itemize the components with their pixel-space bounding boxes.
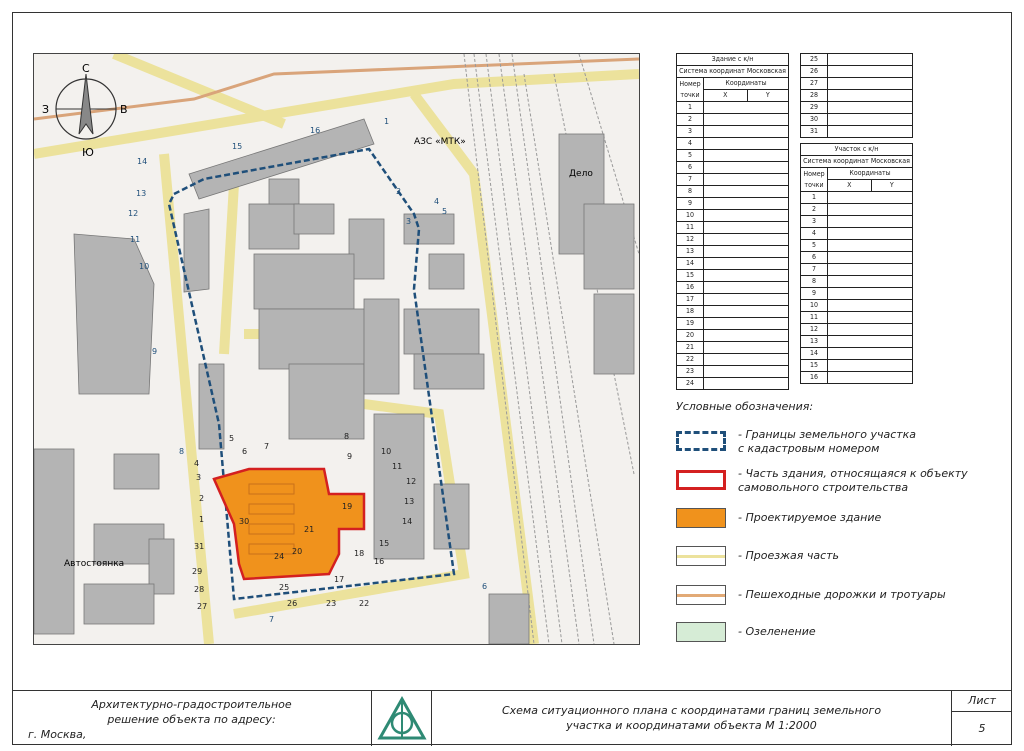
compass-west: З (42, 103, 50, 116)
legend-item-boundary (676, 428, 1006, 458)
coordinate-cell (704, 258, 789, 270)
coordinate-cell (828, 276, 913, 288)
coordinate-cell (704, 354, 789, 366)
point-number: 3 (801, 216, 828, 228)
coordinate-cell (828, 90, 913, 102)
table-row (677, 150, 789, 162)
logo-cell (372, 691, 432, 746)
col-coords: Координаты (704, 78, 789, 90)
plot-coords-table (800, 143, 913, 384)
building-point-label: 30 (239, 517, 250, 526)
coordinate-cell (704, 306, 789, 318)
parcel-point-label: 8 (179, 447, 185, 456)
legend-text: самовольного строительства (738, 481, 909, 494)
building-point-label: 25 (279, 583, 290, 592)
parcel-point-label: 12 (128, 209, 139, 218)
building-point-label: 31 (194, 542, 205, 551)
coordinate-cell (828, 360, 913, 372)
coordinate-cell (828, 192, 913, 204)
coordinate-cell (704, 270, 789, 282)
building-point-label: 17 (334, 575, 345, 584)
point-number: 28 (801, 90, 828, 102)
legend-title: Условные обозначения: (676, 400, 814, 413)
table-row (677, 126, 789, 138)
point-number: 13 (677, 246, 704, 258)
building-point-label: 20 (292, 547, 303, 556)
coordinate-cell (704, 198, 789, 210)
building-point-label: 7 (264, 442, 270, 451)
table-row (801, 102, 913, 114)
drawing-title (432, 691, 952, 746)
legend-item-projected (676, 508, 1006, 538)
point-number: 6 (677, 162, 704, 174)
coordinate-cell (704, 234, 789, 246)
point-number: 8 (677, 186, 704, 198)
building-point-label: 5 (229, 434, 235, 443)
point-number: 15 (677, 270, 704, 282)
point-number: 1 (677, 102, 704, 114)
building-point-label: 10 (381, 447, 392, 456)
address-line: решение объекта по адресу: (107, 713, 276, 726)
coordinate-cell (828, 324, 913, 336)
point-number: 8 (801, 276, 828, 288)
building-point-label: 29 (192, 567, 203, 576)
building-point-label: 16 (374, 557, 385, 566)
point-number: 4 (677, 138, 704, 150)
coordinate-cell (828, 348, 913, 360)
legend-text: - Проектируемое здание (738, 511, 882, 524)
point-number: 14 (677, 258, 704, 270)
boundary-swatch (676, 431, 726, 451)
table-row (677, 342, 789, 354)
table-row (801, 312, 913, 324)
address-block (12, 691, 372, 746)
coordinate-cell (704, 246, 789, 258)
table-row (801, 126, 913, 138)
point-number: 22 (677, 354, 704, 366)
gas-station-label: АЗС «МТК» (414, 137, 466, 147)
table-row (677, 354, 789, 366)
projected-swatch (676, 508, 726, 528)
coordinate-cell (828, 54, 913, 66)
legend-item-path (676, 585, 1006, 615)
coordinate-cell (704, 330, 789, 342)
road-swatch (676, 546, 726, 566)
point-number: 13 (801, 336, 828, 348)
col-x: X (828, 180, 872, 192)
point-number: 7 (801, 264, 828, 276)
parcel-point-label: 6 (482, 582, 488, 591)
legend-text: - Границы земельного участка (738, 428, 917, 441)
point-number: 25 (801, 54, 828, 66)
table-row (801, 228, 913, 240)
drawing-title-line: Схема ситуационного плана с координатами границ земельного (501, 704, 882, 717)
path-swatch (676, 585, 726, 605)
building-point-label: 27 (197, 602, 208, 611)
coordinate-cell (704, 210, 789, 222)
col-coords: Координаты (828, 168, 913, 180)
col-y: Y (747, 90, 788, 102)
sheet-number: 5 (978, 722, 986, 735)
parcel-point-label: 16 (310, 126, 321, 135)
point-number: 11 (801, 312, 828, 324)
map-canvas (34, 54, 639, 644)
point-number: 16 (801, 372, 828, 384)
compass-east: В (120, 103, 128, 116)
parking-label: Автостоянка (64, 559, 125, 569)
point-number: 6 (801, 252, 828, 264)
coordinate-cell (704, 342, 789, 354)
coordinate-cell (828, 252, 913, 264)
green-swatch (676, 622, 726, 642)
coordinate-cell (704, 378, 789, 390)
compass-rose (56, 74, 116, 139)
point-number: 2 (801, 204, 828, 216)
table-row (677, 246, 789, 258)
coordinate-cell (828, 66, 913, 78)
table-row (801, 240, 913, 252)
table-row (677, 258, 789, 270)
building-point-label: 11 (392, 462, 403, 471)
table-row (801, 324, 913, 336)
col-point: Номер точки (677, 78, 704, 102)
legend-text: - Пешеходные дорожки и тротуары (738, 588, 946, 601)
building-point-label: 2 (199, 494, 205, 503)
situation-map (33, 53, 640, 645)
table-system: Система координат Московская (677, 66, 789, 78)
table-row (801, 360, 913, 372)
building-point-label: 8 (344, 432, 350, 441)
parcel-point-label: 3 (406, 217, 412, 226)
building-point-label: 13 (404, 497, 415, 506)
coordinate-cell (704, 366, 789, 378)
building-point-label: 21 (304, 525, 315, 534)
coordinate-cell (828, 240, 913, 252)
point-number: 1 (801, 192, 828, 204)
table-row (677, 114, 789, 126)
parcel-point-label: 4 (434, 197, 440, 206)
table-row (801, 114, 913, 126)
table-row (677, 306, 789, 318)
delo-label: Дело (569, 169, 593, 179)
building-point-label: 4 (194, 459, 200, 468)
point-number: 4 (801, 228, 828, 240)
coordinate-cell (828, 300, 913, 312)
table-row (677, 270, 789, 282)
point-number: 7 (677, 174, 704, 186)
building-coords-table-cont (800, 53, 913, 138)
coordinate-cell (828, 102, 913, 114)
drawing-title-line: участка и координатами объекта М 1:2000 (566, 719, 817, 732)
coordinate-cell (828, 126, 913, 138)
table-row (677, 330, 789, 342)
coordinate-cell (828, 216, 913, 228)
point-number: 19 (677, 318, 704, 330)
sheet-cell (952, 691, 1012, 746)
table-row (677, 198, 789, 210)
table-row (677, 210, 789, 222)
table-row (677, 162, 789, 174)
table-row (801, 252, 913, 264)
address-line: Архитектурно-градостроительное (91, 698, 292, 711)
coordinate-cell (828, 204, 913, 216)
point-number: 17 (677, 294, 704, 306)
building-point-label: 23 (326, 599, 337, 608)
building-point-label: 28 (194, 585, 205, 594)
point-number: 24 (677, 378, 704, 390)
address-line: г. Москва, (28, 728, 87, 741)
table-row (677, 186, 789, 198)
building-point-label: 12 (406, 477, 417, 486)
coordinate-cell (704, 174, 789, 186)
point-number: 12 (801, 324, 828, 336)
parcel-point-label: 14 (137, 157, 148, 166)
point-number: 9 (801, 288, 828, 300)
col-y: Y (871, 180, 912, 192)
coordinate-cell (828, 336, 913, 348)
legend-text: - Проезжая часть (738, 549, 840, 562)
table-row (677, 366, 789, 378)
table-title: Здание с к/н (677, 54, 789, 66)
parcel-point-label: 13 (136, 189, 147, 198)
title-block (12, 690, 1012, 746)
parcel-point-label: 15 (232, 142, 243, 151)
table-row (801, 216, 913, 228)
legend-item-road (676, 546, 1006, 576)
coordinate-cell (828, 372, 913, 384)
parcel-point-label: 10 (139, 262, 150, 271)
legend-text: - Озеленение (738, 625, 816, 638)
point-number: 31 (801, 126, 828, 138)
building-point-label: 1 (199, 515, 205, 524)
point-number: 30 (801, 114, 828, 126)
point-number: 29 (801, 102, 828, 114)
point-number: 5 (801, 240, 828, 252)
point-number: 26 (801, 66, 828, 78)
coordinate-cell (704, 138, 789, 150)
table-row (677, 234, 789, 246)
point-number: 10 (801, 300, 828, 312)
building-point-label: 24 (274, 552, 285, 561)
coordinate-cell (704, 222, 789, 234)
coordinate-cell (828, 114, 913, 126)
legend-item-green (676, 622, 1006, 652)
point-number: 18 (677, 306, 704, 318)
table-row (801, 288, 913, 300)
legend-text: с кадастровым номером (738, 442, 880, 455)
building-point-label: 14 (402, 517, 413, 526)
point-number: 9 (677, 198, 704, 210)
company-logo-icon (372, 691, 432, 746)
coordinate-cell (704, 162, 789, 174)
point-number: 23 (677, 366, 704, 378)
table-row (677, 222, 789, 234)
coordinate-cell (828, 312, 913, 324)
table-row (677, 378, 789, 390)
building-point-label: 6 (242, 447, 248, 456)
parcel-point-label: 7 (269, 615, 275, 624)
coordinate-cell (704, 186, 789, 198)
table-row (801, 372, 913, 384)
coordinate-cell (704, 150, 789, 162)
table-title: Участок с к/н (801, 144, 913, 156)
point-number: 11 (677, 222, 704, 234)
building-point-label: 15 (379, 539, 390, 548)
table-row (801, 336, 913, 348)
parcel-point-label: 5 (442, 207, 448, 216)
building-point-label: 19 (342, 502, 353, 511)
table-row (677, 174, 789, 186)
table-row (677, 318, 789, 330)
point-number: 27 (801, 78, 828, 90)
sheet-label: Лист (952, 691, 1012, 712)
table-row (801, 90, 913, 102)
table-row (801, 66, 913, 78)
coordinate-cell (704, 102, 789, 114)
point-number: 16 (677, 282, 704, 294)
violation-swatch (676, 470, 726, 490)
table-row (801, 192, 913, 204)
table-system: Система координат Московская (801, 156, 913, 168)
coordinate-cell (704, 114, 789, 126)
projected-building (214, 469, 364, 579)
table-row (677, 282, 789, 294)
table-row (677, 138, 789, 150)
coordinate-cell (704, 294, 789, 306)
table-row (801, 54, 913, 66)
building-point-label: 18 (354, 549, 365, 558)
table-row (677, 294, 789, 306)
point-number: 21 (677, 342, 704, 354)
point-number: 5 (677, 150, 704, 162)
table-row (801, 276, 913, 288)
col-x: X (704, 90, 748, 102)
table-row (801, 204, 913, 216)
compass-north: С (82, 62, 90, 75)
building-coords-table (676, 53, 789, 390)
parcel-point-label: 11 (130, 235, 141, 244)
parcel-point-label: 2 (396, 187, 402, 196)
table-row (801, 300, 913, 312)
coordinate-cell (828, 264, 913, 276)
compass-south: Ю (82, 146, 94, 159)
coordinate-cell (704, 318, 789, 330)
table-row (677, 102, 789, 114)
point-number: 2 (677, 114, 704, 126)
point-number: 3 (677, 126, 704, 138)
point-number: 12 (677, 234, 704, 246)
coordinate-cell (704, 282, 789, 294)
point-number: 15 (801, 360, 828, 372)
table-row (801, 264, 913, 276)
coordinate-cell (828, 288, 913, 300)
point-number: 14 (801, 348, 828, 360)
building-point-label: 9 (347, 452, 353, 461)
point-number: 20 (677, 330, 704, 342)
building-point-label: 3 (196, 473, 202, 482)
coordinate-cell (828, 228, 913, 240)
col-point: Номер точки (801, 168, 828, 192)
legend-item-violation (676, 467, 1006, 497)
table-row (801, 78, 913, 90)
coordinate-cell (704, 126, 789, 138)
parcel-point-label: 9 (152, 347, 158, 356)
building-point-label: 26 (287, 599, 298, 608)
parcel-point-label: 1 (384, 117, 390, 126)
point-number: 10 (677, 210, 704, 222)
coordinate-cell (828, 78, 913, 90)
legend-text: - Часть здания, относящаяся к объекту (738, 467, 968, 480)
table-row (801, 348, 913, 360)
building-point-label: 22 (359, 599, 370, 608)
